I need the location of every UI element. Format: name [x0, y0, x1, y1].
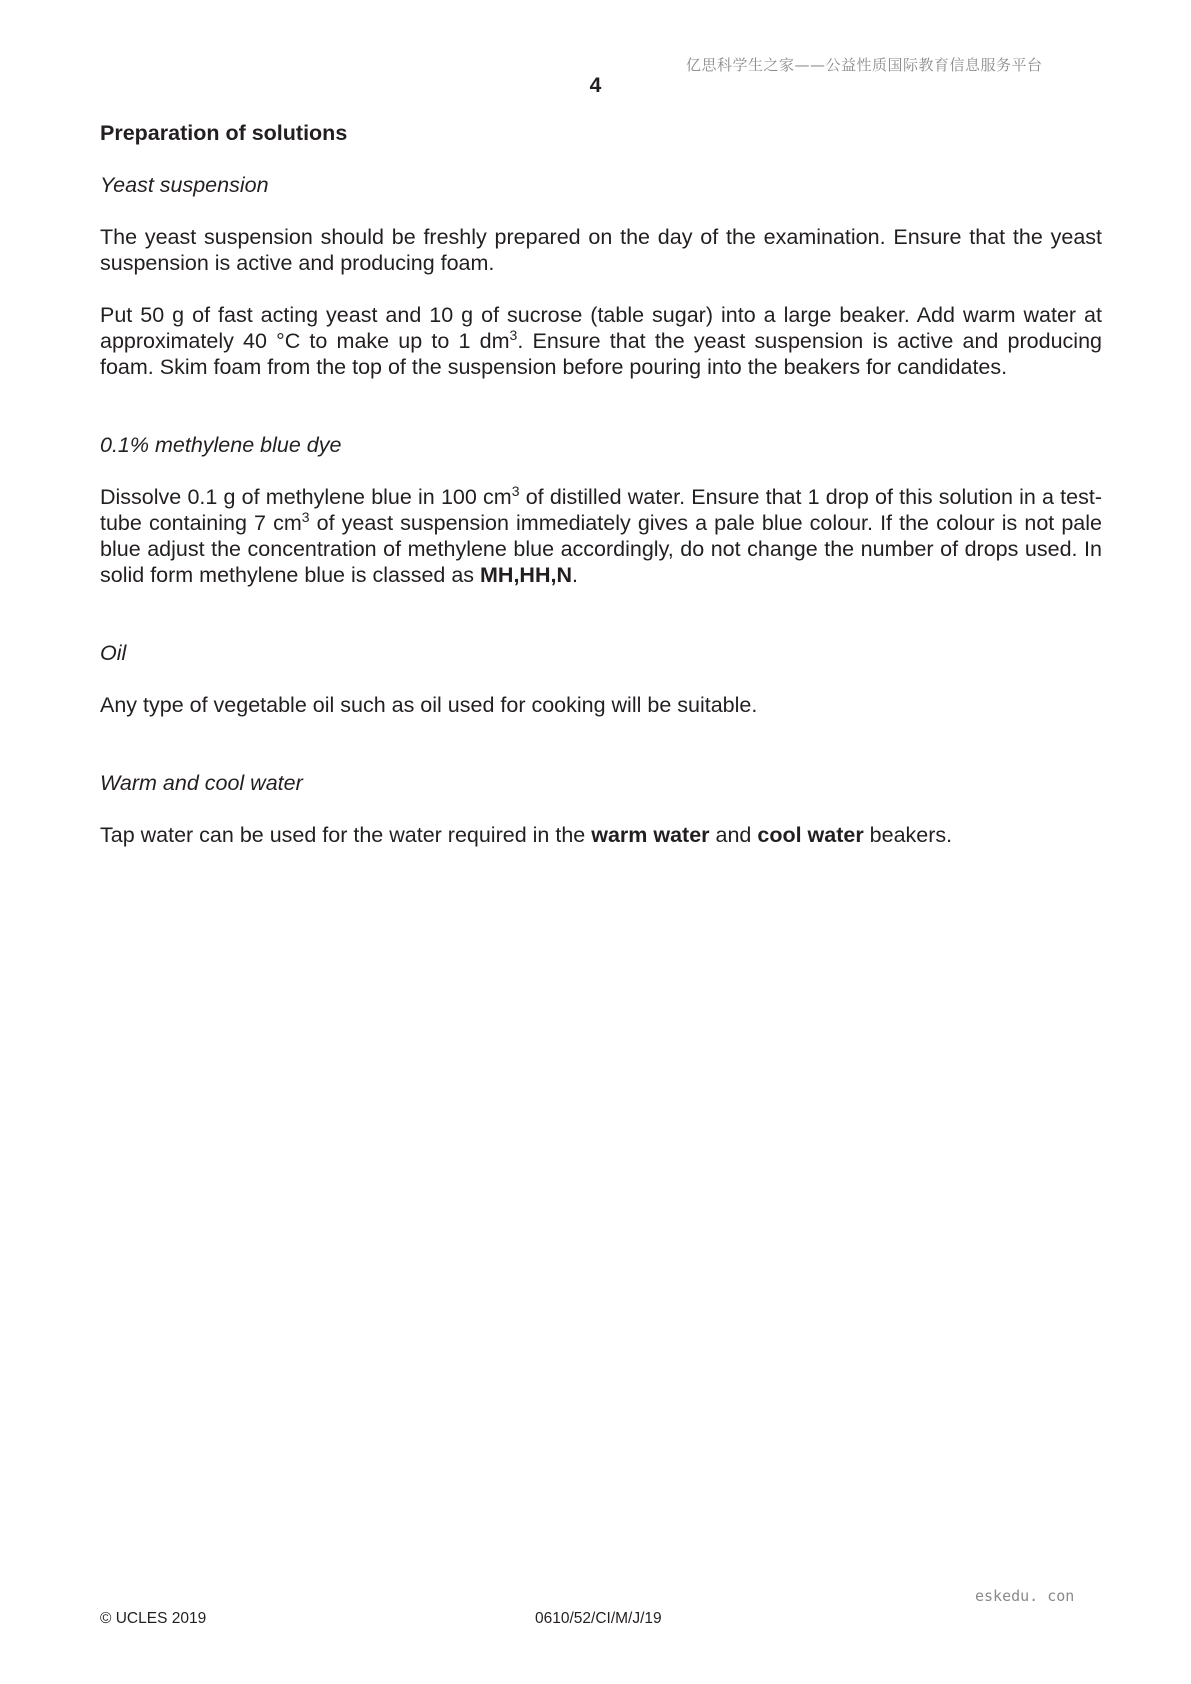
yeast-subheading: Yeast suspension [100, 173, 269, 197]
yeast-paragraph-1: The yeast suspension should be freshly prepared on the day of the examination. Ensure that the yeast suspension is active and producing foam. [100, 225, 1102, 275]
water-paragraph: Tap water can be used for the water required in the warm water and cool water beakers. [100, 823, 953, 847]
document-body [100, 120, 1102, 874]
methylene-paragraph: Dissolve 0.1 g of methylene blue in 100 $cm^3$ of distilled water. Ensure that 1 drop of this solution in a test-tube containing 7 $cm^3$ of yeast suspension immediately gives a pale blue colour. If the colour is not pale blue adjust the concentration of methylene blue accordingly, do not change the number of drops used. In solid form methylene blue is classed as MH,HH,N. [100, 483, 1103, 587]
oil-paragraph: Any type of vegetable oil such as oil used for cooking will be suitable. [100, 693, 758, 717]
watermark-bottom: eskedu. con [975, 1587, 1075, 1605]
page-number: 4 [589, 74, 602, 97]
watermark-top: 亿思科学生之家——公益性质国际教育信息服务平台 [686, 56, 1043, 74]
section-heading: Preparation of solutions [100, 121, 348, 145]
footer-copyright: © UCLES 2019 [100, 1610, 207, 1627]
yeast-paragraph-2: Put 50 g of fast acting yeast and 10 g of sucrose (table sugar) into a large beaker. Add warm water at approximately 40 °C to make up to 1 $dm^3$. Ensure that the yeast suspension is active and producing foam. Skim foam from the top of the suspension before pouring into the beakers for candidates. [100, 303, 1102, 379]
water-subheading: Warm and cool water [100, 771, 303, 795]
oil-subheading: Oil [100, 641, 127, 665]
footer-paper-code: 0610/52/CI/M/J/19 [535, 1610, 662, 1627]
methylene-subheading: 0.1% methylene blue dye [100, 433, 342, 457]
